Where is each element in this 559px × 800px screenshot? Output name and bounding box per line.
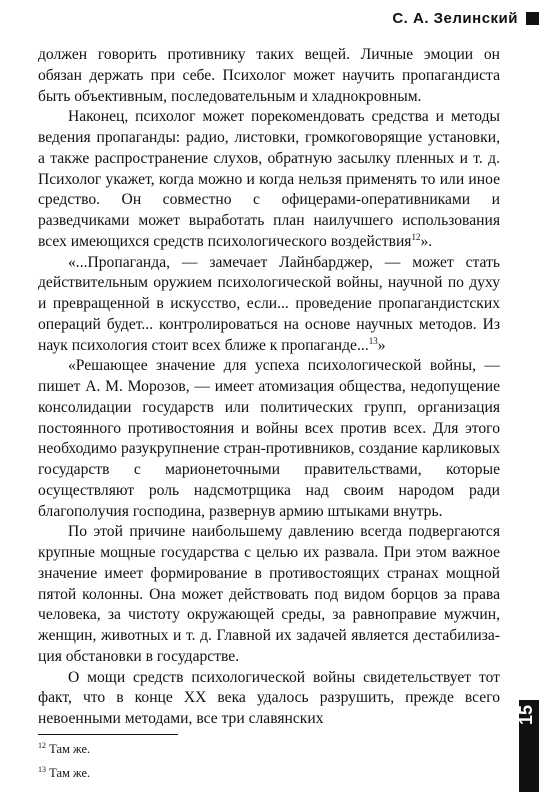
body-text bbox=[38, 45, 500, 730]
paragraph-4: «Решающее значение для успеха психологической войны, — пишет А. М. Морозов, — имеет атомизация общества, недопущение консолидации государств или политических групп, организация постоянного противостояния и войны всех против всех. Для этого необходимо разукрупнение стран-противников, создание карликовых государств с марионеточными правительствами, которые осуществляют роль надсмотрщика над своим народом ради благополучия господина, развернув армию штыками внутрь. bbox=[38, 357, 500, 520]
footnote-divider bbox=[38, 734, 178, 735]
paragraph-2 bbox=[38, 107, 500, 252]
header-square-mark bbox=[526, 12, 539, 25]
footnotes bbox=[38, 740, 90, 788]
paragraph-3 bbox=[38, 253, 500, 357]
paragraph-3-tail: » bbox=[377, 336, 386, 354]
paragraph-2-tail: ». bbox=[420, 232, 433, 250]
paragraph-3-text: «...Пропаганда, — замечает Лайнбарджер, — может стать действительным оружием психологической войны, научной по духу и превращенной в искусство, если... проведение пропагандистских операций будет... контролироваться на основе научных методов. Из наук психология стоит всех ближе к пропаганде... bbox=[38, 253, 500, 354]
footnote-ref-12: 12 bbox=[411, 231, 421, 242]
footnote-text: Там же. bbox=[49, 742, 91, 756]
page-number: 15 bbox=[516, 705, 536, 726]
paragraph-2-text: Наконец, психолог может порекомендовать средства и методы ведения пропаганды: радио, листовки, громкоговорящие установки, а также распространение слухов, обратную засылку пленных и т. д. Психолог укажет, когда можно и когда нельзя применять то или иное средство. Он совместно с офицерами-оперативниками и разведчиками может выработать план наилучшего использования всех имеющихся средств психологического воздействия bbox=[38, 108, 500, 250]
paragraph-6: О мощи средств психологической войны свидетельствует тот факт, что в конце XX века удалось разрушить, прежде всего невоенными методами, все три славянских bbox=[38, 668, 500, 727]
footnote-13 bbox=[38, 764, 90, 782]
running-header bbox=[392, 10, 539, 27]
paragraph-5: По этой причине наибольшему давлению всегда подвергаются крупные мощные государства с целью их развала. При этом важное значение имеет формирование в противостоящих странах мощной пятой колонны. Она может действовать под видом борцов за права человека, за чистоту окружающей среды, за равноправие мужчин, женщин, животных и т. д. Главной их задачей является дестабилизация обстановки в государстве. bbox=[38, 523, 500, 665]
footnote-text: Там же. bbox=[49, 766, 91, 780]
footnote-number: 13 bbox=[38, 764, 46, 774]
footnote-12 bbox=[38, 740, 90, 758]
paragraph-1: должен говорить противнику таких вещей. Личные эмоции он обязан держать при себе. Психолог может научить пропагандиста быть объективным, последовательным и хладнокровным. bbox=[38, 46, 500, 105]
footnote-number: 12 bbox=[38, 740, 46, 750]
header-author: С. А. Зелинский bbox=[392, 10, 518, 27]
footnote-ref-13: 13 bbox=[368, 335, 378, 346]
